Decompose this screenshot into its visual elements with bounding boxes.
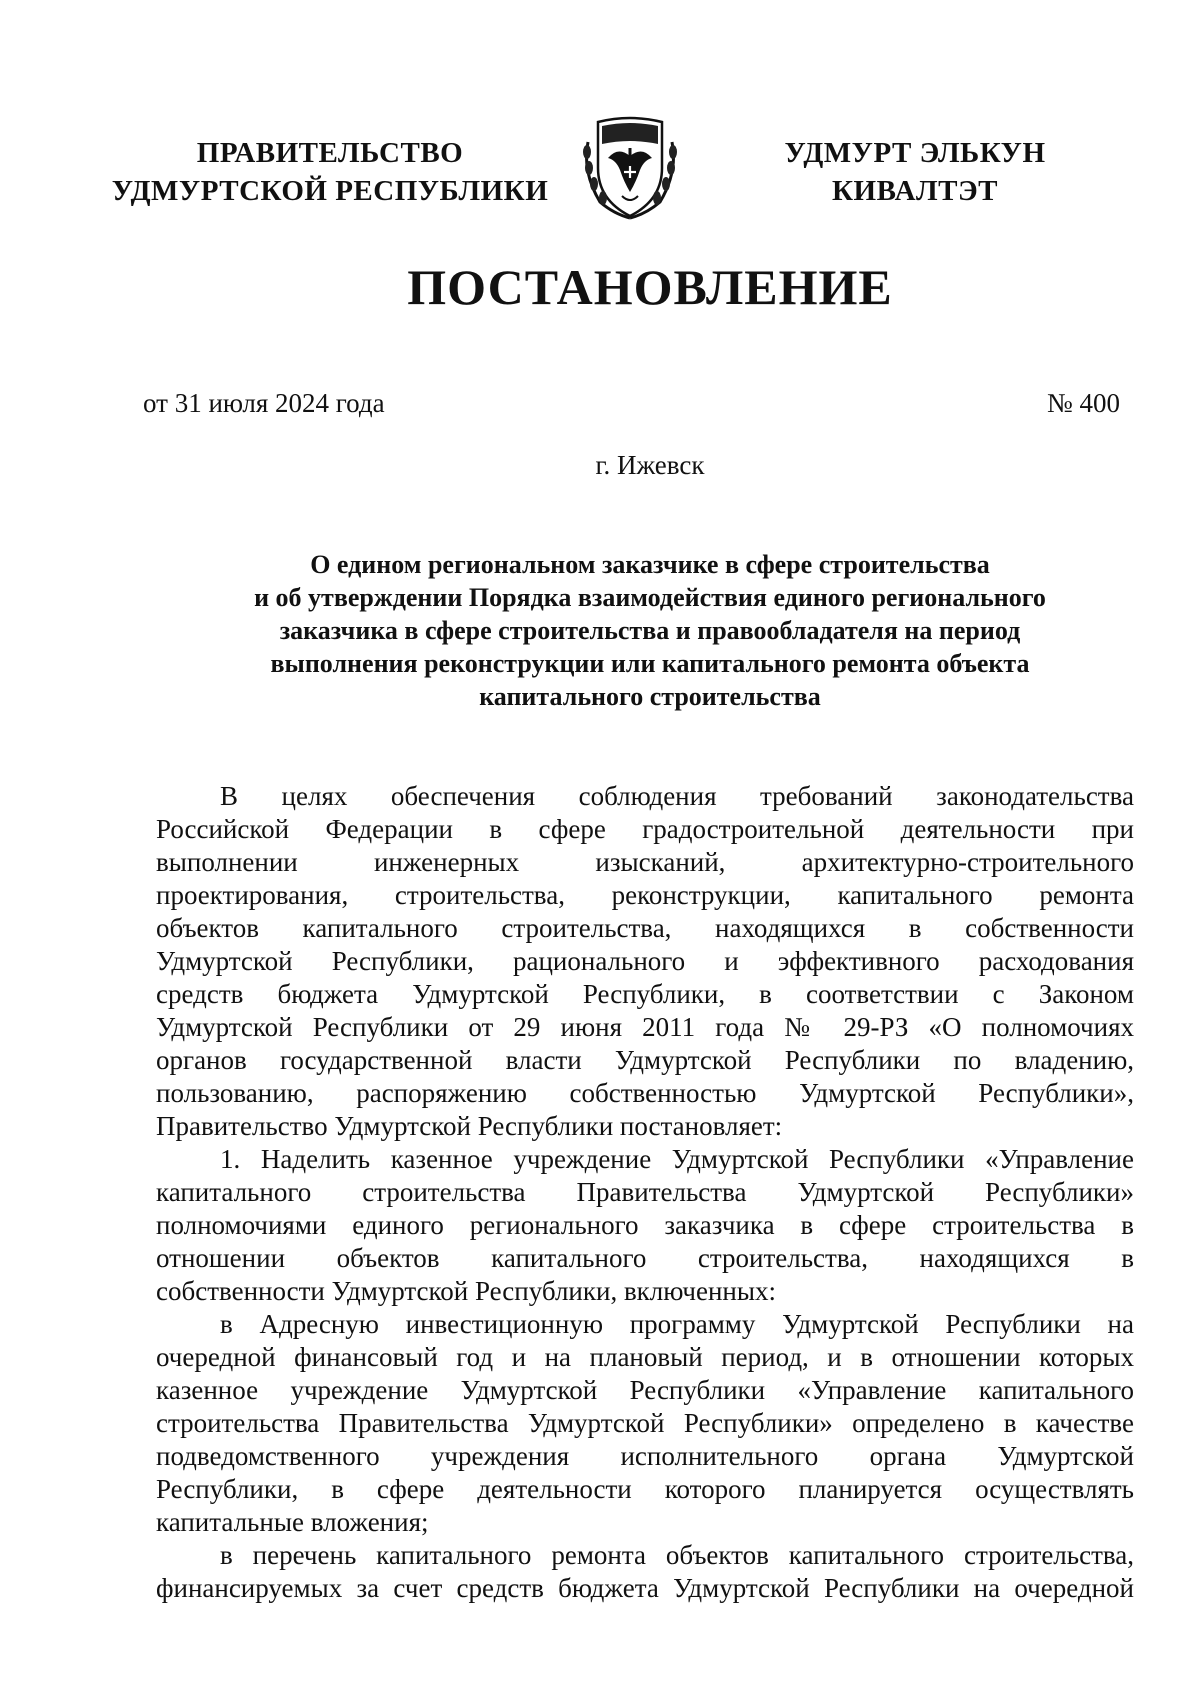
- body-line: В целях обеспечения соблюдения требований законодательства: [220, 781, 1134, 811]
- body-line: пользованию, распоряжению собственностью Удмуртской Республики»,: [156, 1078, 1134, 1108]
- header-right-line: КИВАЛТЭТ: [831, 175, 998, 207]
- body-line: собственности Удмуртской Республики, включенных:: [156, 1276, 777, 1306]
- body-line: полномочиями единого регионального заказчика в сфере строительства в: [156, 1210, 1134, 1240]
- body-line: подведомственного учреждения исполнительного органа Удмуртской: [156, 1441, 1134, 1471]
- body-line: органов государственной власти Удмуртской Республики по владению,: [156, 1045, 1134, 1075]
- body-line: казенное учреждение Удмуртской Республики «Управление капитального: [156, 1375, 1134, 1405]
- body-line: финансируемых за счет средств бюджета Удмуртской Республики на очередной: [156, 1573, 1134, 1603]
- body-line: Удмуртской Республики, рационального и эффективного расходования: [156, 946, 1134, 976]
- body-line: в Адресную инвестиционную программу Удмуртской Республики на: [220, 1309, 1134, 1339]
- body-line: Правительство Удмуртской Республики постановляет:: [156, 1111, 783, 1141]
- title-line: и об утверждении Порядка взаимодействия единого регионального: [254, 583, 1046, 612]
- title-line: капитального строительства: [479, 682, 821, 711]
- body-line: Республики, в сфере деятельности которого планируется осуществлять: [156, 1474, 1134, 1504]
- body-line: очередной финансовый год и на плановый период, и в отношении которых: [156, 1342, 1134, 1372]
- body-line: средств бюджета Удмуртской Республики, в соответствии с Законом: [156, 979, 1134, 1009]
- body-line: Российской Федерации в сфере градостроительной деятельности при: [156, 814, 1134, 844]
- body-line: отношении объектов капитального строительства, находящихся в: [156, 1243, 1134, 1273]
- body-line: капитальные вложения;: [156, 1507, 429, 1537]
- body-line: выполнении инженерных изысканий, архитектурно-строительного: [156, 847, 1134, 877]
- body-line: проектирования, строительства, реконструкции, капитального ремонта: [156, 880, 1134, 910]
- body-line: капитального строительства Правительства Удмуртской Республики»: [156, 1177, 1134, 1207]
- title-line: О едином региональном заказчике в сфере строительства: [310, 550, 990, 579]
- body-line: объектов капитального строительства, находящихся в собственности: [156, 913, 1134, 943]
- document-type-heading: ПОСТАНОВЛЕНИЕ: [407, 259, 893, 315]
- title-line: выполнения реконструкции или капитального ремонта объекта: [270, 649, 1030, 678]
- body-line: в перечень капитального ремонта объектов капитального строительства,: [220, 1540, 1134, 1570]
- title-line: заказчика в сфере строительства и правообладателя на период: [279, 616, 1021, 645]
- header-left-title: [110, 134, 550, 210]
- document-title: [170, 548, 1130, 713]
- header-right-title: [755, 134, 1075, 210]
- header-left-line: УДМУРТСКОЙ РЕСПУБЛИКИ: [111, 175, 549, 207]
- header-left-line: ПРАВИТЕЛЬСТВО: [196, 137, 464, 169]
- body-line: 1. Наделить казенное учреждение Удмуртской Республики «Управление: [220, 1144, 1134, 1174]
- udmurt-coat-of-arms-icon: [578, 112, 682, 220]
- body-line: Удмуртской Республики от 29 июня 2011 года № 29-РЗ «О полномочиях: [156, 1012, 1134, 1042]
- document-date: от 31 июля 2024 года: [143, 388, 385, 418]
- document-city: г. Ижевск: [595, 450, 705, 480]
- document-number: № 400: [1046, 388, 1120, 418]
- header-right-line: УДМУРТ ЭЛЬКУН: [784, 137, 1046, 169]
- document-body: [156, 780, 1134, 1605]
- body-line: строительства Правительства Удмуртской Республики» определено в качестве: [156, 1408, 1134, 1438]
